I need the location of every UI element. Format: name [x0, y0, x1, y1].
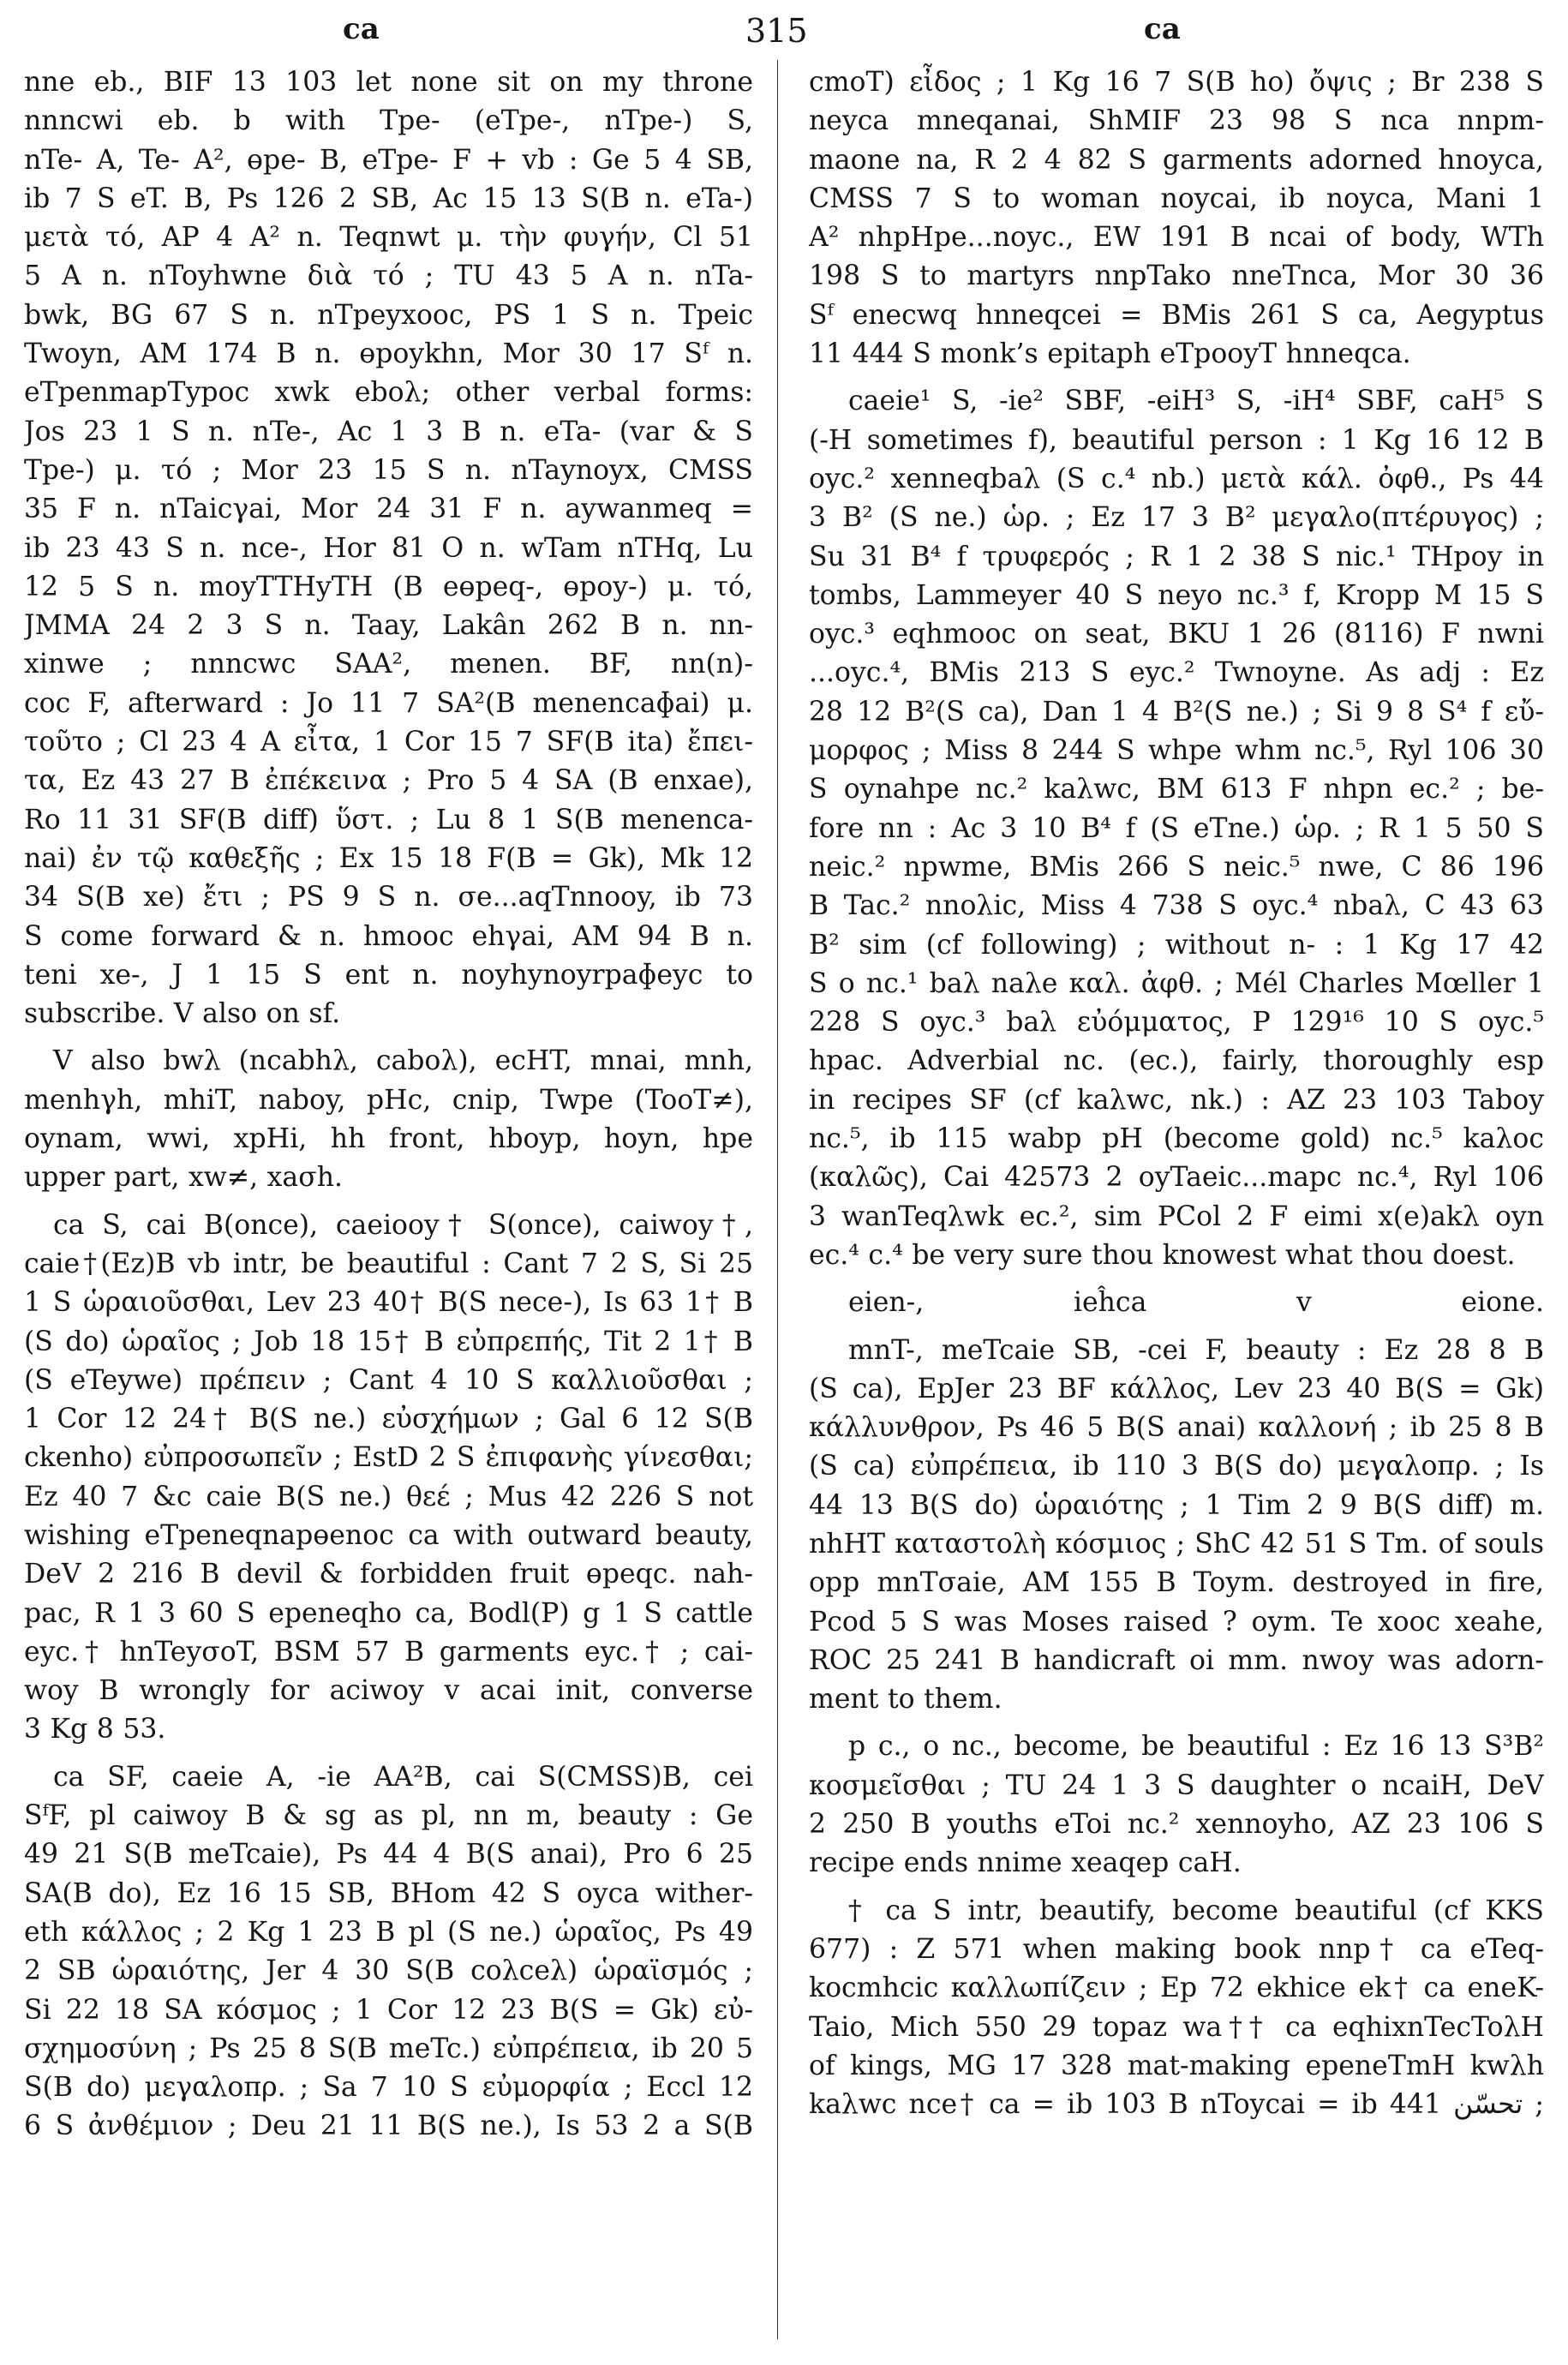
- paragraph-gap: [24, 1033, 753, 1042]
- paragraph-gap: [809, 1323, 1544, 1332]
- text-line: Jos 23 1 S n. nTe-, Ac 1 3 B n. eTa- (var & S: [24, 416, 753, 447]
- text-line: ...oyc.⁴, BMis 213 S eyc.² Twnoyne. As adj : Ez: [809, 657, 1544, 689]
- text-line: kaλwc nce† ca = ib 103 B nToycai = ib 441 تحسّن ;: [809, 2089, 1544, 2121]
- text-line: Su 31 B⁴ f τρυφερός ; R 1 2 38 S nic.¹ THpoy in: [809, 541, 1544, 572]
- text-line: τα, Ez 43 27 B ἐπέκεινα ; Pro 5 4 SA (B enxae),: [24, 765, 753, 797]
- text-line: (-H sometimes f), beautiful person : 1 Kg 16 12 B: [809, 424, 1544, 456]
- text-line: SA(B do), Ez 16 15 SB, BHom 42 S oyca wither-: [24, 1877, 753, 1909]
- text-line: kocmhcic καλλωπίζειν ; Ep 72 ekhice ek† ca eneK-: [809, 1973, 1544, 2004]
- text-line: Twoyn, AM 174 B n. ɵpoykhn, Mor 30 17 Sᶠ n.: [24, 338, 753, 370]
- text-line: cmoT) εἶδος ; 1 Kg 16 7 S(B ho) ὄψις ; Br 238 S: [809, 67, 1544, 98]
- page-number: 315: [745, 12, 808, 50]
- text-line: 6 S ἀνθέμιον ; Deu 21 11 B(S ne.), Is 53 2 a S(B: [24, 2111, 753, 2142]
- text-line: p c., o nc., become, be beautiful : Ez 16 13 S³B²: [848, 1731, 1544, 1763]
- text-line: caeie¹ S, -ie² SBF, -eiH³ S, -iH⁴ SBF, caH⁵ S: [848, 386, 1544, 417]
- text-line: S come forward & n. hmooc ehγai, AM 94 B n.: [24, 920, 753, 952]
- text-line: 35 F n. nTaicγai, Mor 24 31 F n. aywanmeq =: [24, 494, 753, 525]
- right-column: [809, 63, 1544, 2124]
- text-line: in recipes SF (cf kaλwc, nk.) : AZ 23 103 Taboy: [809, 1084, 1544, 1116]
- text-line: caie†(Ez)B vb intr, be beautiful : Cant 7 2 S, Si 25: [24, 1248, 753, 1279]
- text-line: S o nc.¹ baλ naλe καλ. ἀφθ. ; Mél Charles Mœller 1: [809, 967, 1544, 999]
- text-line: teni xe-, J 1 15 S ent n. noyhynoyrpaɸeyc to: [24, 959, 753, 991]
- text-line: bwk, BG 67 S n. nTpeyxooc, PS 1 S n. Tpeic: [24, 299, 753, 331]
- text-line: nai) ἐν τῷ καθεξῆς ; Ex 15 18 F(B = Gk), Mk 12: [24, 842, 753, 874]
- text-line: maone na, R 2 4 82 S garments adorned hnoyca,: [809, 144, 1544, 176]
- left-headword: ca: [343, 12, 380, 46]
- text-line: neyca mneqanai, ShMIF 23 98 S nca nnpm-: [809, 105, 1544, 137]
- text-line: 28 12 B²(S ca), Dan 1 4 B²(S ne.) ; Si 9 8 S⁴ f εὔ-: [809, 696, 1544, 727]
- text-line: DeV 2 216 B devil & forbidden fruit ɵpeqc. nah-: [24, 1559, 753, 1590]
- text-line: Ez 40 7 &c caie B(S ne.) θεέ ; Mus 42 226 S not: [24, 1481, 753, 1512]
- text-line: (S eTeywe) πρέπειν ; Cant 4 10 S καλλιοῦσθαι ;: [24, 1364, 753, 1396]
- text-line: 677) : Z 571 when making book nnp† ca eTeq-: [809, 1933, 1544, 1965]
- text-line: 34 S(B xe) ἔτι ; PS 9 S n. σe...aqTnnooy, ib 73: [24, 882, 753, 913]
- left-column: [24, 63, 753, 2146]
- text-line: 1 Cor 12 24† B(S ne.) εὐσχήμων ; Gal 6 12 S(B: [24, 1404, 753, 1435]
- text-line: B² sim (cf following) ; without n- : 1 Kg 17 42: [809, 929, 1544, 961]
- text-line: wishing eTpeneqnapɵenoc ca with outward beauty,: [24, 1519, 753, 1551]
- text-line: menhγh, mhiT, naboy, pHc, cnip, Twpe (TooT≠),: [24, 1084, 753, 1116]
- paragraph-gap: [809, 374, 1544, 382]
- text-line: neic.² npwme, BMis 266 S neic.⁵ nwe, C 86 196: [809, 851, 1544, 883]
- text-line: ckenho) εὐπροσωπεῖν ; EstD 2 S ἐπιφανὴς γίνεσθαι;: [24, 1442, 753, 1474]
- text-line: μετὰ τό, AP 4 A² n. Teqnwt μ. τὴν φυγήν, Cl 51: [24, 222, 753, 254]
- text-line: 44 13 B(S do) ὡραιότης ; 1 Tim 2 9 B(S diff) m.: [809, 1489, 1544, 1521]
- text-line: ROC 25 241 B handicraft oi mm. nwoy was adorn-: [809, 1644, 1544, 1676]
- text-line: 2 SB ὡραιότης, Jer 4 30 S(B coλceλ) ὡραϊσμός ;: [24, 1955, 753, 1987]
- text-line: S(B do) μεγαλοπρ. ; Sa 7 10 S εὐμορφία ; Eccl 12: [24, 2072, 753, 2104]
- text-line: woy B wrongly for aciwoy v acai init, converse: [24, 1675, 753, 1707]
- text-line: oyc.² xenneqbaλ (S c.⁴ nb.) μετὰ κάλ. ὀφθ., Ps 44: [809, 463, 1544, 494]
- text-line: A² nhpHpe...noyc., EW 191 B ncai of body, WTh: [809, 222, 1544, 254]
- paragraph-gap: [809, 1719, 1544, 1727]
- text-line: 49 21 S(B meTcaie), Ps 44 4 B(S anai), Pro 6 25: [24, 1839, 753, 1871]
- text-line: JMMA 24 2 3 S n. Taay, Lakân 262 B n. nn-: [24, 610, 753, 642]
- text-line: upper part, xw≠, xaσh.: [24, 1162, 344, 1194]
- text-line: of kings, MG 17 328 mat-making epeneTmH kwλh: [809, 2050, 1544, 2081]
- text-line: 11 444 S monk’s epitaph eTpooyT hnneqca.: [809, 338, 1411, 370]
- text-line: coc F, afterward : Jo 11 7 SA²(B menencaɸai) μ.: [24, 687, 753, 719]
- text-line: eyc.† hnTeyσoT, BSM 57 B garments eyc.† ; cai-: [24, 1636, 753, 1667]
- text-line: nhHT καταστολὴ κόσμιος ; ShC 42 51 S Tm. of souls: [809, 1528, 1544, 1560]
- text-line: 12 5 S n. moyTTHyTH (B eɵpeq-, ɵpoy-) μ. τό,: [24, 571, 753, 602]
- text-line: κάλλυνθρον, Ps 46 5 B(S anai) καλλονή ; ib 25 8 B: [809, 1412, 1544, 1444]
- text-line: 198 S to martyrs nnpTako nneTnca, Mor 30 36: [809, 260, 1544, 292]
- text-line: eien-, ieĥca v eione.: [848, 1287, 1544, 1319]
- text-line: Ro 11 31 SF(B diff) ὕστ. ; Lu 8 1 S(B menenca-: [24, 804, 753, 835]
- column-divider: [777, 60, 778, 2339]
- text-line: 3 wanTeqλwk ec.², sim PCol 2 F eimi x(e)akλ oyn: [809, 1200, 1544, 1232]
- text-line: ca S, cai B(once), caeiooy† S(once), caiwoy†,: [53, 1209, 753, 1241]
- text-line: SᶠF, pl caiwoy B & sg as pl, nn m, beauty : Ge: [24, 1800, 753, 1832]
- text-line: eTpenmapTypoc xwk eboλ; other verbal forms:: [24, 377, 753, 409]
- text-line: S oynahpe nc.² kaλwc, BM 613 F nhpn ec.² ; be-: [809, 774, 1544, 805]
- text-line: 228 S oyc.³ baλ εὐόμματος, P 129¹⁶ 10 S oyc.⁵: [809, 1007, 1544, 1039]
- text-line: nTe- A, Te- A², ɵpe- B, eTpe- F + vb : Ge 5 4 SB,: [24, 144, 753, 176]
- text-line: ec.⁴ c.⁴ be very sure thou knowest what thou doest.: [809, 1239, 1516, 1271]
- text-line: recipe ends nnime xeaqep caH.: [809, 1847, 1242, 1879]
- text-line: ca SF, caeie A, -ie AA²B, cai S(CMSS)B, cei: [53, 1761, 753, 1793]
- text-line: CMSS 7 S to woman noycai, ib noyca, Mani 1: [809, 183, 1544, 214]
- text-line: nne eb., BIF 13 103 let none sit on my throne: [24, 67, 753, 98]
- text-line: Pcod 5 S was Moses raised ? oym. Te xooc xeahe,: [809, 1606, 1544, 1638]
- text-line: 2 250 B youths eToi nc.² xennoyho, AZ 23 106 S: [809, 1809, 1544, 1841]
- text-line: (S ca), EpJer 23 BF κάλλος, Lev 23 40 B(S = Gk): [809, 1373, 1544, 1404]
- text-line: V also bwλ (ncabhλ, caboλ), ecHT, mnai, mnh,: [53, 1045, 753, 1077]
- text-line: fore nn : Ac 3 10 B⁴ f (S eTne.) ὡρ. ; R 1 5 50 S: [809, 812, 1544, 844]
- text-line: σχημοσύνη ; Ps 25 8 S(B meTc.) εὐπρέπεια, ib 20 5: [24, 2033, 753, 2064]
- text-line: 3 B² (S ne.) ὡρ. ; Ez 17 3 B² μεγαλο(πτέρυγος) ;: [809, 502, 1544, 534]
- text-line: τοῦτο ; Cl 23 4 A εἶτα, 1 Cor 15 7 SF(B ita) ἔπει-: [24, 727, 753, 758]
- text-line: κοσμεῖσθαι ; TU 24 1 3 S daughter o ncaiH, DeV: [809, 1769, 1544, 1801]
- text-line: (καλῶς), Cai 42573 2 oyTaeic...mapc nc.⁴, Ryl 106: [809, 1162, 1544, 1194]
- paragraph-gap: [809, 1883, 1544, 1892]
- text-line: nc.⁵, ib 115 wabp pH (become gold) nc.⁵ kaλoc: [809, 1123, 1544, 1155]
- paragraph-gap: [24, 1198, 753, 1206]
- text-line: oynam, wwi, xpHi, hh front, hboyp, hoyn, hpe: [24, 1123, 753, 1155]
- text-line: mnT-, meTcaie SB, -cei F, beauty : Ez 28 8 B: [848, 1334, 1544, 1366]
- text-line: ib 7 S eT. B, Ps 126 2 SB, Ac 15 13 S(B n. eTa-): [24, 183, 753, 214]
- text-line: μορφος ; Miss 8 244 S whpe whm nc.⁵, Ryl 106 30: [809, 735, 1544, 767]
- text-line: Taio, Mich 550 29 topaz wa†† ca eqhixnTecToλH: [809, 2011, 1544, 2043]
- text-line: xinwe ; nnncwc SAA², menen. BF, nn(n)-: [24, 649, 753, 680]
- text-line: 5 A n. nToyhwne διὰ τό ; TU 43 5 A n. nTa-: [24, 260, 753, 292]
- text-line: eth κάλλος ; 2 Kg 1 23 B pl (S ne.) ὡραῖος, Ps 49: [24, 1916, 753, 1948]
- text-line: opp mnTσaie, AM 155 B Toym. destroyed in fire,: [809, 1567, 1544, 1599]
- text-line: subscribe. V also on sf.: [24, 998, 341, 1030]
- text-line: Sᶠ enecwq hnneqcei = BMis 261 S ca, Aegyptus: [809, 299, 1544, 331]
- running-head: [0, 12, 1568, 50]
- text-line: † ca S intr, beautify, become beautiful (cf KKS: [848, 1895, 1544, 1926]
- text-line: hpac. Adverbial nc. (ec.), fairly, thoroughly esp: [809, 1045, 1544, 1077]
- text-line: (S do) ὡραῖος ; Job 18 15† B εὐπρεπής, Tit 2 1† B: [24, 1326, 753, 1357]
- text-line: 1 S ὡραιοῦσθαι, Lev 23 40† B(S nece-), Is 63 1† B: [24, 1287, 753, 1319]
- text-line: B Tac.² nnoλic, Miss 4 738 S oyc.⁴ nbaλ, C 43 63: [809, 890, 1544, 922]
- text-line: (S ca) εὐπρέπεια, ib 110 3 B(S do) μεγαλοπρ. ; Is: [809, 1451, 1544, 1482]
- text-line: nnncwi eb. b with Tpe- (eTpe-, nTpe-) S,: [24, 105, 753, 137]
- paragraph-gap: [24, 1750, 753, 1758]
- text-line: 3 Kg 8 53.: [24, 1714, 166, 1745]
- text-line: Si 22 18 SA κόσμος ; 1 Cor 12 23 B(S = Gk) εὐ-: [24, 1994, 753, 2026]
- paragraph-gap: [809, 1275, 1544, 1284]
- text-line: ment to them.: [809, 1684, 1002, 1715]
- text-line: tombs, Lammeyer 40 S neyo nc.³ f, Kropp M 15 S: [809, 579, 1544, 611]
- text-line: ib 23 43 S n. nce-, Hor 81 O n. wTam nTHq, Lu: [24, 532, 753, 564]
- right-headword: ca: [1144, 12, 1181, 46]
- text-line: pac, R 1 3 60 S epeneqho ca, Bodl(P) g 1 S cattle: [24, 1597, 753, 1629]
- text-line: oyc.³ eqhmooc on seat, BKU 1 26 (8116) F nwni: [809, 619, 1544, 650]
- text-line: Tpe-) μ. τό ; Mor 23 15 S n. nTaynoyx, CMSS: [24, 454, 753, 486]
